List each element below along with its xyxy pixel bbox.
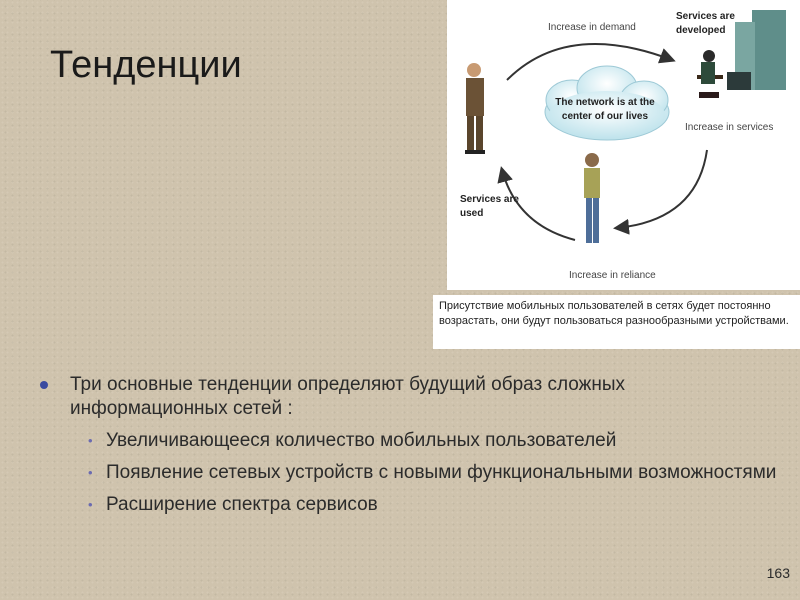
bullet-main [40,373,780,421]
label-increase-demand: Increase in demand [548,22,636,33]
bullet-list [40,373,780,517]
bullet-sub-text: Расширение спектра сервисов [106,494,378,515]
bullet-sub-dot-icon: • [88,433,93,448]
label-services-developed: Services are developed [676,11,735,36]
page-number: 163 [766,565,790,581]
arrow-services-to-reliance [617,150,707,228]
slide-title: Тенденции [50,44,242,86]
figure-caption: Присутствие мобильных пользователей в сетях будет постоянно возрастать, они будут пользоваться разнообразными устройствами. [433,295,800,349]
bullet-sub-dot-icon: • [88,465,93,480]
bullet-sub-item [40,429,780,453]
bullet-dot-icon [40,381,48,389]
bullet-sub-item [40,493,780,517]
label-services-used: Services are used [460,194,519,219]
bullet-main-text: Три основные тенденции определяют будущий образ сложных информационных сетей : [70,374,626,419]
bullet-sub-dot-icon: • [88,497,93,512]
label-increase-services: Increase in services [685,122,774,133]
cycle-diagram [447,0,800,290]
businessman-icon [465,63,485,154]
bullet-sub-text: Появление сетевых устройств с новыми функциональными возможностями [106,462,777,483]
cloud-label: The network is at the center of our lives [555,97,655,122]
network-trends-diagram [447,0,800,290]
label-increase-reliance: Increase in reliance [569,270,656,281]
woman-icon [584,153,600,243]
bullet-sub-text: Увеличивающееся количество мобильных пользователей [106,430,617,451]
bullet-sub-item [40,461,780,485]
